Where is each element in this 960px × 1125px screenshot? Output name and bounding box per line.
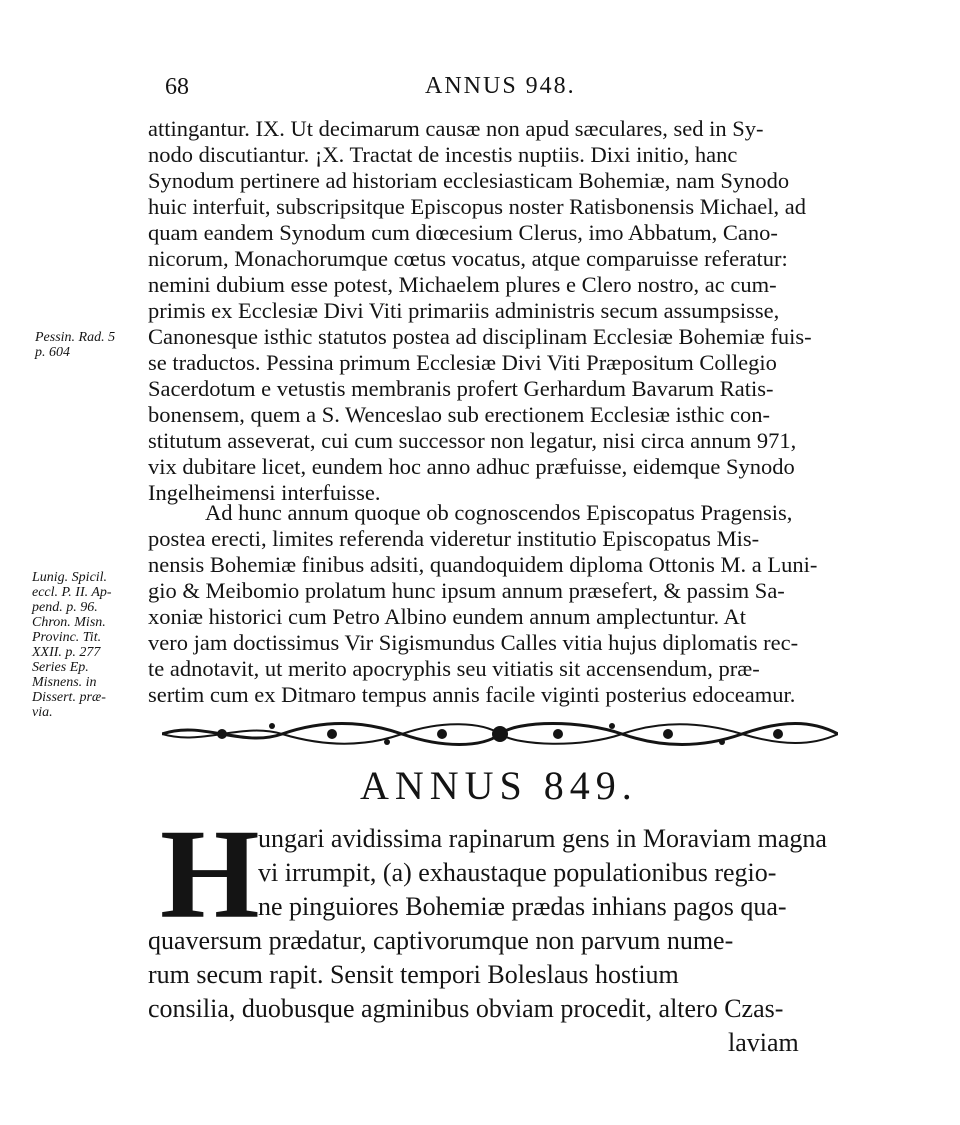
margin-note-line: via. — [32, 705, 53, 720]
text-line: ne pinguiores Bohemiæ prædas inhians pagos qua- — [258, 892, 787, 921]
text-line: Synodum pertinere ad historiam ecclesiasticam Bohemiæ, nam Synodo — [148, 168, 790, 193]
ornament-divider — [162, 716, 838, 752]
text-line: sertim cum ex Ditmaro tempus annis facile viginti posterius edoceamur. — [148, 682, 796, 707]
margin-note-line: Provinc. Tit. — [32, 630, 102, 645]
text-line: Sacerdotum e vetustis membranis profert Gerhardum Bavarum Ratis- — [148, 376, 774, 401]
text-line: consilia, duobusque agminibus obviam procedit, altero Czas- — [148, 994, 784, 1023]
margin-note-line: Pessin. Rad. 5 — [35, 330, 116, 345]
margin-note-line: eccl. P. II. Ap- — [32, 585, 112, 600]
margin-note-line: Chron. Misn. — [32, 615, 106, 630]
text-line: te adnotavit, ut merito apocryphis seu vitiatis sit accensendum, præ- — [148, 656, 760, 681]
text-line: huic interfuit, subscripsitque Episcopus noster Ratisbonensis Michael, ad — [148, 194, 807, 219]
running-title: ANNUS 948. — [425, 73, 576, 99]
text-line: ungari avidissima rapinarum gens in Moraviam magna — [258, 824, 827, 853]
section-title: ANNUS 849. — [360, 763, 638, 808]
margin-note-line: p. 604 — [35, 345, 70, 360]
margin-note-line: Dissert. præ- — [32, 690, 106, 705]
text-line: quaversum prædatur, captivorumque non parvum nume- — [148, 926, 734, 955]
margin-note — [32, 570, 112, 720]
text-line: nicorum, Monachorumque cœtus vocatus, atque comparuisse referatur: — [148, 246, 788, 271]
text-line: nemini dubium esse potest, Michaelem plures e Clero nostro, ac cum- — [148, 272, 777, 297]
text-line: Ad hunc annum quoque ob cognoscendos Episcopatus Pragensis, — [205, 500, 793, 525]
catchword: laviam — [728, 1028, 799, 1057]
margin-note — [35, 330, 115, 360]
text-line: nensis Bohemiæ finibus adsiti, quandoquidem diploma Ottonis M. a Luni- — [148, 552, 818, 577]
margin-note-line: pend. p. 96. — [32, 600, 98, 615]
margin-note-line: Lunig. Spicil. — [32, 570, 108, 585]
page-number: 68 — [165, 74, 189, 100]
margin-note-line: Misnens. in — [32, 675, 97, 690]
drop-cap: H — [160, 803, 260, 945]
text-line: attingantur. IX. Ut decimarum causæ non apud sæculares, sed in Sy- — [148, 116, 764, 141]
text-line: xoniæ historici cum Petro Albino eundem annum amplectuntur. At — [148, 604, 747, 629]
text-line: Canonesque isthic statutos postea ad disciplinam Ecclesiæ Bohemiæ fuis- — [148, 324, 812, 349]
text-line: quam eandem Synodum cum diœcesium Clerus, imo Abbatum, Cano- — [148, 220, 778, 245]
margin-note-line: Series Ep. — [32, 660, 89, 675]
text-line: vero jam doctissimus Vir Sigismundus Calles vitia hujus diplomatis rec- — [148, 630, 799, 655]
text-line: vi irrumpit, (a) exhaustaque populationibus regio- — [258, 858, 777, 887]
text-line: postea erecti, limites referenda videretur institutio Episcopatus Mis- — [148, 526, 760, 551]
text-line: nodo discutiantur. ¡X. Tractat de incestis nuptiis. Dixi initio, hanc — [148, 142, 738, 167]
text-line: rum secum rapit. Sensit tempori Boleslaus hostium — [148, 960, 679, 989]
text-line: primis ex Ecclesiæ Divi Viti primariis administris secum assumpsisse, — [148, 298, 780, 323]
text-line: stitutum asseverat, cui cum successor non legatur, nisi circa annum 971, — [148, 428, 797, 453]
text-line: vix dubitare licet, eundem hoc anno adhuc præfuisse, eidemque Synodo — [148, 454, 795, 479]
text-line: se traductos. Pessina primum Ecclesiæ Divi Viti Præpositum Collegio — [148, 350, 777, 375]
margin-note-line: XXII. p. 277 — [32, 645, 101, 660]
text-line: Ingelheimensi interfuisse. — [148, 480, 381, 505]
text-line: gio & Meibomio prolatum hunc ipsum annum præsefert, & passim Sa- — [148, 578, 785, 603]
text-line: bonensem, quem a S. Wenceslao sub erectionem Ecclesiæ isthic con- — [148, 402, 770, 427]
